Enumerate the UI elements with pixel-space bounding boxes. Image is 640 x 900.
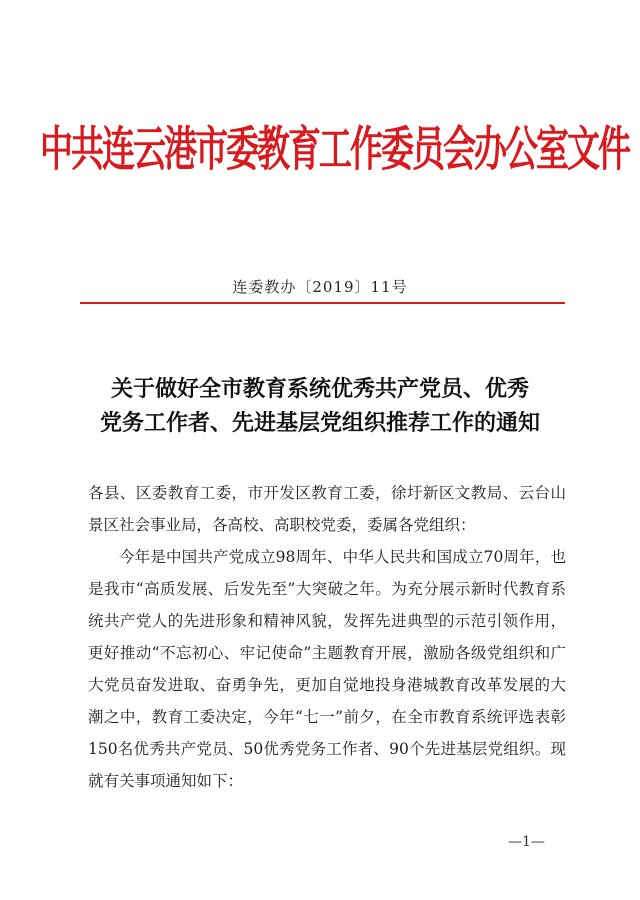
notice-title-line-2: 党务工作者、先进基层党组织推荐工作的通知 (99, 410, 540, 436)
document-header-title: 中共连云港市委教育工作委员会办公室文件 (40, 120, 629, 178)
recipients-paragraph: 各县、区委教育工委，市开发区教育工委，徐圩新区文教局、云台山景区社会事业局，各高校、高职校党委，委属各党组织： (88, 484, 566, 534)
notice-title-line-1: 关于做好全市教育系统优秀共产党员、优秀 (110, 376, 529, 402)
notice-title (60, 372, 580, 440)
page-number: —1— (508, 834, 545, 850)
red-divider-line (80, 302, 565, 304)
document-number: 连委教办〔2019〕11号 (232, 278, 408, 296)
body-paragraph-1: 今年是中国共产党成立98周年、中华人民共和国成立70周年，也是我市“高质发展、后发先至”大突破之年。为充分展示新时代教育系统共产党人的先进形象和精神风貌，发挥先进典型的示范引领作用，更好推动“不忘初心、牢记使命”主题教育开展，激励各级党组织和广大党员奋发进取、奋勇争先，更加自觉地投身港城教育改革发展的大潮之中，教育工委决定，今年“七一”前夕，在全市教育系统评选表彰150名优秀共产党员、50优秀党务工作者、90个先进基层党组织。现就有关事项通知如下： (88, 548, 566, 790)
document-body (88, 477, 566, 797)
